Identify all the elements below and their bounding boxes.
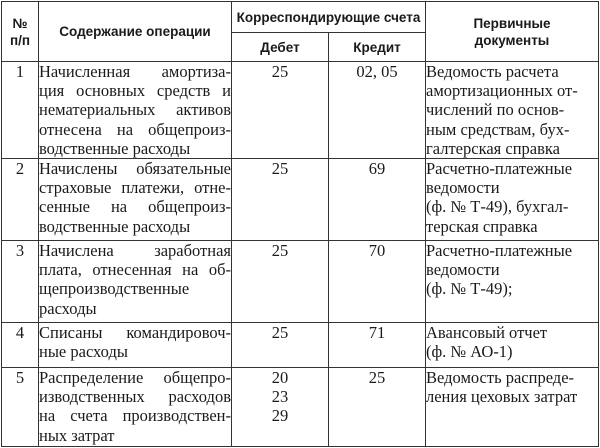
primary-documents bbox=[426, 241, 599, 323]
operation-content-line: Списаны командировоч- bbox=[39, 323, 231, 343]
operation-content-line: Начислена заработная bbox=[39, 241, 231, 261]
operation-content-line: Начислены обязательные bbox=[39, 159, 231, 179]
debit-account: 25 bbox=[271, 323, 289, 343]
header-credit: Кредит bbox=[329, 33, 426, 62]
table-row bbox=[2, 323, 599, 368]
primary-documents-line: ным средствам, бух- bbox=[426, 119, 570, 139]
primary-documents-line: (ф. № Т-49), бухгал- bbox=[426, 197, 569, 217]
primary-documents-line: числений по основ- bbox=[426, 100, 565, 120]
debit-account: 29 bbox=[271, 406, 289, 426]
credit-account: 02, 05 bbox=[356, 62, 398, 81]
operation-content-line: Начисленная амортиза- bbox=[39, 62, 231, 81]
credit-accounts bbox=[329, 368, 426, 447]
header-documents-line: документы bbox=[474, 32, 550, 48]
table-row bbox=[2, 241, 599, 323]
credit-account: 25 bbox=[368, 368, 386, 388]
operations-table bbox=[1, 1, 599, 447]
credit-accounts bbox=[329, 241, 426, 323]
operation-content bbox=[39, 62, 232, 159]
header-number-line: № bbox=[12, 15, 28, 31]
primary-documents-line: амортизационных от- bbox=[426, 81, 578, 101]
operation-content-line: водственные расходы bbox=[39, 138, 191, 158]
table-row bbox=[2, 159, 599, 241]
row-number: 5 bbox=[2, 368, 39, 447]
header-documents bbox=[426, 2, 599, 62]
debit-account: 20 bbox=[271, 368, 289, 388]
table-row bbox=[2, 368, 599, 447]
primary-documents bbox=[426, 323, 599, 368]
operation-content-line: нематериальных активов bbox=[39, 100, 231, 120]
row-number: 3 bbox=[2, 241, 39, 323]
primary-documents bbox=[426, 62, 599, 159]
operation-content-line: ных затрат bbox=[39, 425, 115, 445]
credit-account: 70 bbox=[368, 241, 386, 261]
credit-accounts bbox=[329, 62, 426, 159]
header-content: Содержание операции bbox=[39, 2, 232, 62]
credit-account: 71 bbox=[368, 323, 386, 343]
operation-content bbox=[39, 241, 232, 323]
operation-content-line: на счета производствен- bbox=[39, 406, 231, 426]
operation-content bbox=[39, 159, 232, 241]
primary-documents-line: Ведомость распреде- bbox=[426, 368, 575, 388]
debit-accounts bbox=[232, 159, 329, 241]
row-number: 1 bbox=[2, 62, 39, 159]
header-row-top bbox=[2, 2, 599, 33]
operation-content-line: отнесена на общепроиз- bbox=[39, 119, 231, 139]
operation-content-line: Распределение общепро- bbox=[39, 368, 231, 388]
debit-account: 23 bbox=[271, 387, 289, 407]
primary-documents-line: (ф. № АО-1) bbox=[426, 342, 513, 362]
operation-content-line: плата, отнесенная на об- bbox=[39, 260, 231, 280]
credit-account: 69 bbox=[368, 159, 386, 179]
primary-documents-line: Расчетно-платежные bbox=[426, 159, 573, 179]
operation-content-line: сенные на общепроиз- bbox=[39, 197, 231, 217]
header-number-line: п/п bbox=[9, 32, 31, 48]
debit-accounts bbox=[232, 368, 329, 447]
header-number bbox=[2, 2, 39, 62]
primary-documents-line: Расчетно-платежные bbox=[426, 241, 573, 261]
debit-accounts bbox=[232, 323, 329, 368]
credit-accounts bbox=[329, 159, 426, 241]
primary-documents-line: Ведомость расчета bbox=[426, 62, 559, 81]
header-documents-line: Первичные bbox=[473, 15, 551, 31]
debit-account: 25 bbox=[271, 241, 289, 261]
primary-documents-line: терская справка bbox=[426, 216, 538, 236]
debit-account: 25 bbox=[271, 62, 289, 81]
primary-documents-line: галтерская справка bbox=[426, 138, 560, 158]
header-debit: Дебет bbox=[232, 33, 329, 62]
table-body bbox=[2, 2, 599, 447]
operation-content-line: ция основных средств и bbox=[39, 81, 231, 101]
debit-accounts bbox=[232, 62, 329, 159]
primary-documents bbox=[426, 368, 599, 447]
operation-content bbox=[39, 323, 232, 368]
operation-content-line: ные расходы bbox=[39, 342, 128, 362]
operation-content-line: водственные расходы bbox=[39, 216, 191, 236]
primary-documents-line: (ф. № Т-49); bbox=[426, 279, 513, 299]
primary-documents-line: Авансовый отчет bbox=[426, 323, 548, 343]
operation-content bbox=[39, 368, 232, 447]
operation-content-line: страховые платежи, отне- bbox=[39, 178, 231, 198]
primary-documents-line: ведомости bbox=[426, 260, 500, 280]
row-number: 2 bbox=[2, 159, 39, 241]
primary-documents-line: ведомости bbox=[426, 178, 500, 198]
primary-documents bbox=[426, 159, 599, 241]
operation-content-line: изводственных расходов bbox=[39, 387, 231, 407]
operation-content-line: щепроизводственные bbox=[39, 279, 190, 299]
debit-accounts bbox=[232, 241, 329, 323]
credit-accounts bbox=[329, 323, 426, 368]
operation-content-line: расходы bbox=[39, 298, 97, 318]
header-accounts-group: Корреспондирующие счета bbox=[232, 2, 426, 33]
table-row bbox=[2, 62, 599, 159]
row-number: 4 bbox=[2, 323, 39, 368]
primary-documents-line: ления цеховых затрат bbox=[426, 387, 578, 407]
debit-account: 25 bbox=[271, 159, 289, 179]
